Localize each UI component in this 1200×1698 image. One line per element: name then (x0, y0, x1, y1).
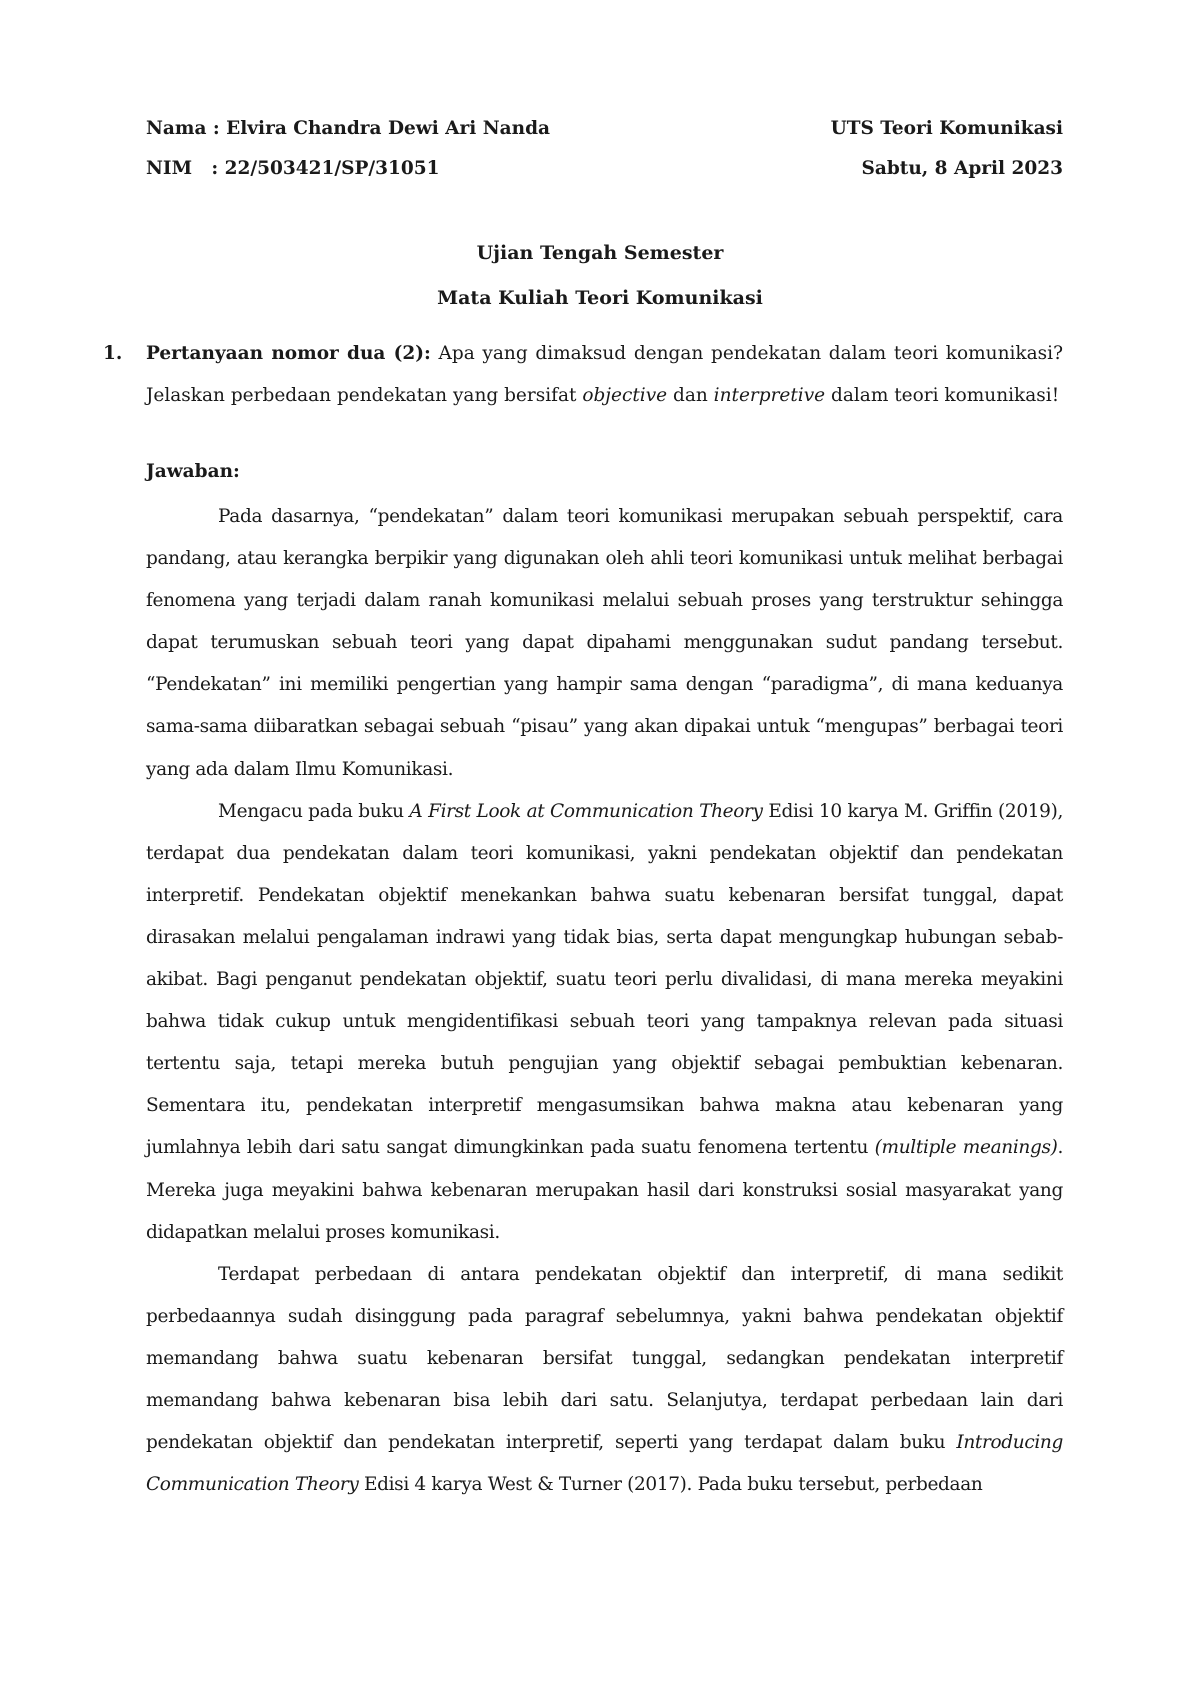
paragraph-3-text-a: Terdapat perbedaan di antara pendekatan objektif dan interpretif, di mana sedikit perbedaannya sudah disinggung pada paragraf sebelumnya, yakni bahwa pendekatan objektif memandang bahwa suatu kebenaran bersifat tunggal, sedangkan pendekatan interpretif memandang bahwa kebenaran bisa lebih dari satu. Selanjutya, terdapat perbedaan lain dari pendekatan objektif dan pendekatan interpretif, seperti yang terdapat dalam buku (146, 1263, 1063, 1454)
question-body-a: Apa yang dimaksud dengan pendekatan dalam teori komunikasi? Jelaskan perbedaan pendekatan yang bersifat (146, 343, 1063, 406)
question-text (146, 333, 1063, 417)
student-nim: NIM : 22/503421/SP/31051 (146, 158, 440, 179)
answer-label: Jawaban: (146, 461, 240, 482)
term-multiple-meanings: (multiple meanings) (874, 1137, 1058, 1159)
exam-date: Sabtu, 8 April 2023 (861, 158, 1063, 179)
term-objective: objective (582, 385, 668, 406)
question-label: Pertanyaan nomor dua (2): (146, 343, 431, 364)
answer-body (146, 496, 1063, 1506)
question-body-b: dan (667, 385, 714, 406)
answer-paragraph-2 (146, 791, 1063, 1254)
question-number: 1. (103, 343, 123, 364)
book-title-griffin: A First Look at Communication Theory (409, 800, 763, 822)
term-interpretive: interpretive (713, 385, 826, 406)
document-subtitle: Mata Kuliah Teori Komunikasi (437, 287, 763, 309)
student-name: Nama : Elvira Chandra Dewi Ari Nanda (146, 118, 551, 139)
document-title: Ujian Tengah Semester (476, 242, 724, 264)
paragraph-2-text-b: Edisi 10 karya M. Griffin (2019), terdapat dua pendekatan dalam teori komunikasi, yakni pendekatan objektif dan pendekatan interpretif. Pendekatan objektif menekankan bahwa suatu kebenaran bersifat tunggal, dapat dirasakan melalui pengalaman indrawi yang tidak bias, serta dapat mengungkap hubungan sebab-akibat. Bagi penganut pendekatan objektif, suatu teori perlu divalidasi, di mana mereka meyakini bahwa tidak cukup untuk mengidentifikasi sebuah teori yang tampaknya relevan pada situasi tertentu saja, tetapi mereka butuh pengujian yang objektif sebagai pembuktian kebenaran. Sementara itu, pendekatan interpretif mengasumsikan bahwa makna atau kebenaran yang jumlahnya lebih dari satu sangat dimungkinkan pada suatu fenomena tertentu (146, 800, 1063, 1159)
exam-title: UTS Teori Komunikasi (830, 118, 1063, 139)
question-block (103, 333, 1063, 417)
paragraph-2-text-c: . Mereka juga meyakini bahwa kebenaran merupakan hasil dari konstruksi sosial masyarakat yang didapatkan melalui proses komunikasi. (146, 1137, 1064, 1243)
book-title-west-turner: Introducing Communication Theory (146, 1432, 1063, 1496)
paragraph-3-text-b: Edisi 4 karya West & Turner (2017). Pada buku tersebut, perbedaan (358, 1474, 983, 1496)
paragraph-2-text-a: Mengacu pada buku (218, 800, 410, 822)
question-body-c: dalam teori komunikasi! (825, 385, 1060, 406)
answer-paragraph-1: Pada dasarnya, “pendekatan” dalam teori komunikasi merupakan sebuah perspektif, cara pandang, atau kerangka berpikir yang digunakan oleh ahli teori komunikasi untuk melihat berbagai fenomena yang terjadi dalam ranah komunikasi melalui sebuah proses yang terstruktur sehingga dapat terumuskan sebuah teori yang dapat dipahami menggunakan sudut pandang tersebut. “Pendekatan” ini memiliki pengertian yang hampir sama dengan “paradigma”, di mana keduanya sama-sama diibaratkan sebagai sebuah “pisau” yang akan dipakai untuk “mengupas” berbagai teori yang ada dalam Ilmu Komunikasi. (146, 506, 1063, 780)
answer-paragraph-3 (146, 1254, 1063, 1507)
